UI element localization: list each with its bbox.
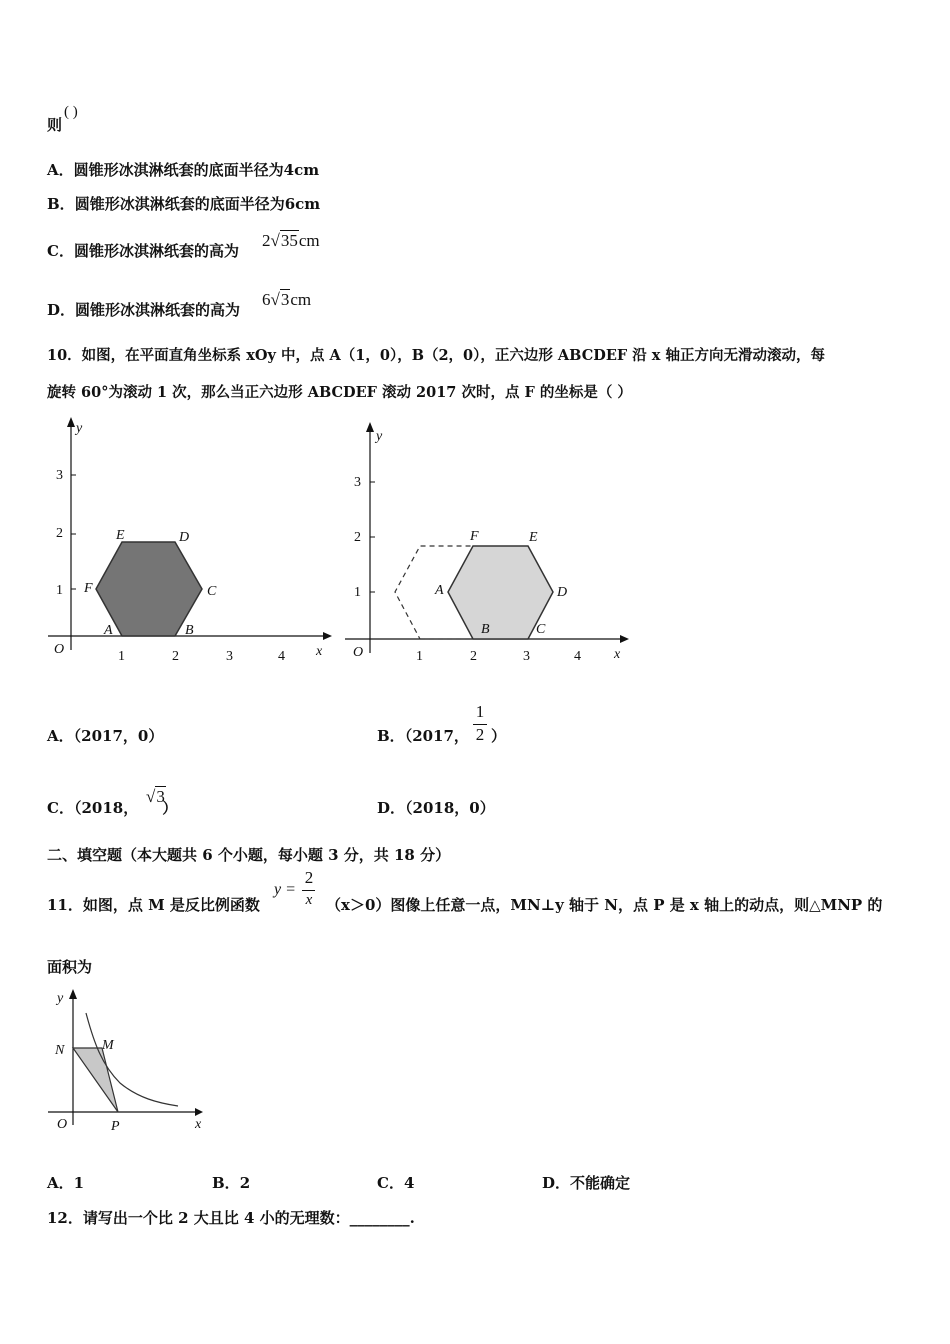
x-tick-label: 2 [470, 649, 477, 664]
option-letter: D． [377, 799, 406, 817]
point-label-f: F [470, 529, 479, 544]
option-letter: D． [542, 1174, 571, 1192]
answer-blank[interactable]: ________ [349, 1209, 410, 1227]
point-label-e: E [529, 530, 538, 545]
x-tick-label: 1 [416, 649, 423, 664]
fraction-denominator: x [305, 892, 313, 908]
option-letter: C． [47, 242, 74, 260]
x-tick-label: 4 [278, 649, 285, 664]
option-text-post: ） [490, 727, 506, 745]
unit: cm [298, 231, 320, 250]
q10-figure-2 [340, 420, 640, 670]
y-axis-label: y [57, 991, 64, 1006]
origin-label: O [57, 1117, 68, 1132]
option-text: 1 [73, 1174, 85, 1192]
q11-figure [40, 985, 210, 1135]
q12-stem [47, 1208, 415, 1228]
q11-stem-pre: 11．如图，点 M 是反比例函数 [47, 896, 260, 914]
x-tick-label: 1 [118, 649, 125, 664]
y-axis-label: y [376, 429, 383, 444]
y-axis-label: y [76, 421, 83, 436]
radicand: 3 [280, 290, 290, 309]
hexagon-abcdef [96, 542, 202, 636]
y-tick-label: 2 [56, 526, 63, 541]
q9-option-a [47, 160, 319, 180]
option-text-post: ） [162, 799, 178, 817]
unit: cm [290, 290, 312, 309]
option-text-pre: （2018， [73, 799, 139, 817]
radicand: 35 [280, 231, 298, 250]
y-tick-label: 2 [354, 530, 361, 545]
option-letter: B． [47, 195, 75, 213]
q11-stem-post: （x＞0）图像上任意一点，MN⊥y 轴于 N，点 P 是 x 轴上的动点，则△MNP 的 [326, 896, 883, 914]
x-axis-label: x [195, 1117, 202, 1132]
q9-c-expression: 2√35cm [262, 231, 320, 250]
point-label-e: E [116, 528, 125, 543]
point-label-f: F [84, 581, 93, 596]
option-letter: A． [47, 1174, 74, 1192]
point-label-a: A [435, 583, 444, 598]
q11-option-b [212, 1173, 250, 1193]
q10-line1: 10．如图，在平面直角坐标系 xOy 中，点 A（1，0），B（2，0），正六边形 ABCDEF 沿 x 轴正方向无滑动滚动，每 [47, 347, 825, 364]
point-label-m: M [102, 1038, 114, 1053]
point-label-p: P [111, 1119, 120, 1134]
option-text: （2018，0） [405, 799, 495, 817]
option-text: 圆锥形冰淇淋纸套的高为 [73, 242, 239, 260]
coefficient: 2 [262, 231, 271, 250]
point-label-n: N [55, 1043, 65, 1058]
x-tick-label: 3 [226, 649, 233, 664]
option-letter: C． [377, 1174, 404, 1192]
option-text: 圆锥形冰淇淋纸套的高为 [75, 301, 241, 319]
q9-option-c [47, 241, 239, 261]
x-axis-label: x [614, 647, 621, 662]
radicand: 3 [156, 787, 165, 806]
option-text-pre: （2017， [404, 727, 469, 745]
q9-stem-tail: 则 [47, 116, 63, 134]
q9-option-d [47, 300, 240, 320]
fraction-numerator: 1 [475, 702, 485, 721]
option-letter: B． [377, 727, 405, 745]
point-label-c: C [536, 622, 546, 637]
option-text: 圆锥形冰淇淋纸套的底面半径为6cm [74, 195, 321, 213]
x-tick-label: 2 [172, 649, 179, 664]
point-label-b: B [185, 623, 194, 638]
q11-option-d [542, 1173, 630, 1193]
y-tick-label: 3 [56, 468, 63, 483]
option-letter: B． [212, 1174, 240, 1192]
q12-end: . [409, 1209, 415, 1227]
option-text: 不能确定 [570, 1174, 631, 1192]
y-axis [69, 989, 77, 1125]
point-label-a: A [104, 623, 113, 638]
function-lhs: y = [274, 881, 296, 898]
x-tick-label: 3 [523, 649, 530, 664]
q12-text: 12．请写出一个比 2 大且比 4 小的无理数： [47, 1209, 350, 1227]
origin-label: O [54, 642, 65, 657]
q11-option-a [47, 1173, 84, 1193]
point-label-d: D [557, 585, 568, 600]
triangle-mnp [73, 1048, 118, 1112]
x-tick-label: 4 [574, 649, 581, 664]
fraction-denominator: 2 [475, 725, 485, 744]
option-text: 2 [239, 1174, 251, 1192]
section-heading: 二、填空题（本大题共 6 个小题，每小题 3 分，共 18 分） [47, 846, 451, 864]
q10-line2: 旋转 60°为滚动 1 次，那么当正六边形 ABCDEF 滚动 2017 次时，点 F 的坐标是（ ） [47, 384, 632, 401]
option-letter: C． [47, 799, 74, 817]
point-label-d: D [179, 530, 190, 545]
fraction-numerator: 2 [304, 868, 314, 887]
q10-option-d [377, 798, 495, 818]
q9-answer-paren: ( ) [64, 104, 78, 120]
option-text: （2017，0） [73, 727, 164, 745]
q11-stem-line2: 面积为 [47, 958, 93, 976]
sqrt-expression: √3 [146, 787, 165, 806]
option-text: 4 [403, 1174, 415, 1192]
q11-option-c [377, 1173, 414, 1193]
coefficient: 6 [262, 290, 271, 309]
q10-option-a [47, 726, 163, 746]
origin-label: O [353, 645, 364, 660]
x-axis [48, 1108, 203, 1116]
point-label-b: B [481, 622, 490, 637]
option-text: 圆锥形冰淇淋纸套的底面半径为4cm [73, 161, 320, 179]
q9-d-expression: 6√3cm [262, 290, 312, 309]
option-letter: D． [47, 301, 76, 319]
point-label-c: C [207, 584, 217, 599]
option-letter: A． [47, 727, 74, 745]
q10-figure-1 [40, 415, 340, 665]
fraction-bar [302, 890, 315, 891]
q9-option-b [47, 194, 320, 214]
option-letter: A． [47, 161, 74, 179]
x-axis-label: x [316, 644, 323, 659]
y-tick-label: 1 [56, 583, 63, 598]
y-tick-label: 3 [354, 475, 361, 490]
y-tick-label: 1 [354, 585, 361, 600]
